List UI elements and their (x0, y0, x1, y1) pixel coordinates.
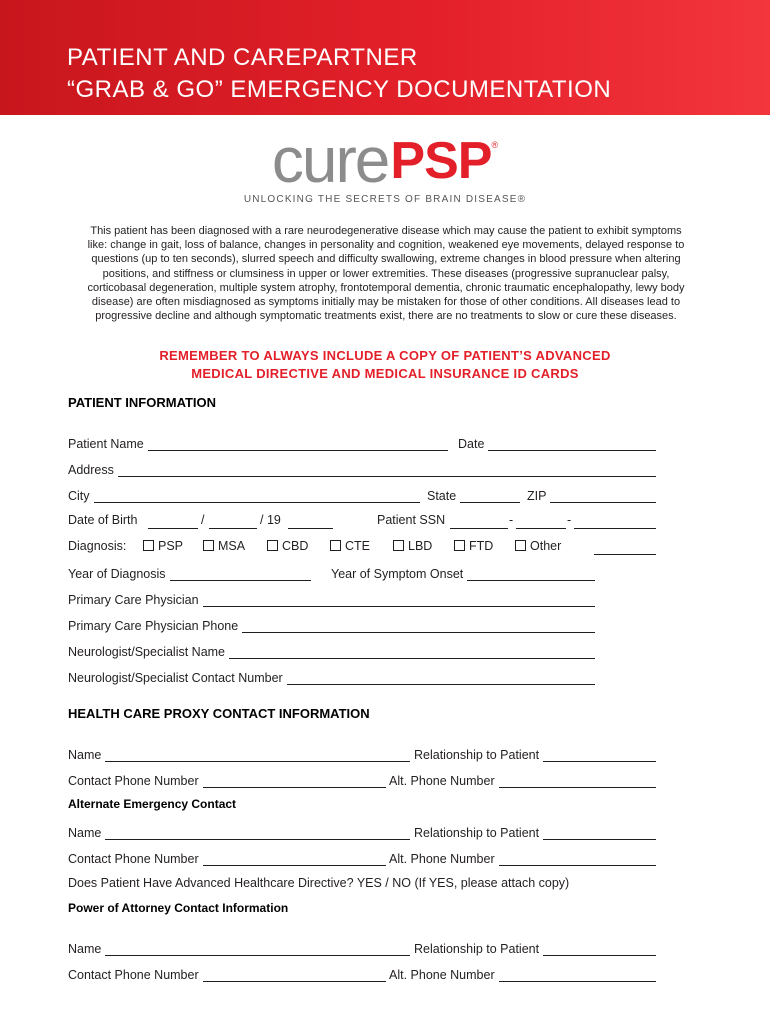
directive-row (68, 876, 656, 894)
alt-alt-phone-field[interactable] (389, 850, 656, 866)
dob-day-field[interactable] (209, 516, 257, 529)
intro-paragraph: This patient has been diagnosed with a rare neurodegenerative disease which may cause the patient to exhibit symptoms like: change in gait, loss of balance, changes in personality and cognition, weakened eye movements, delayed response to questions (up to ten seconds), slurred speech and difficulty swallowing, extreme changes in blood pressure when altering positions, and stiffness or clumsiness in upper or lower extremities. These diseases (progressive supranuclear palsy, corticobasal degeneration, multiple system atrophy, frontotemporal dementia, chronic traumatic encephalopathy, lewy body disease) are often misdiagnosed as symptoms initially may be mistaken for those of other conditions. All diseases lead to progressive decline and although symptomatic treatments exist, there are no treatments to slow or cure these diseases. (87, 225, 685, 323)
diagnosis-years-row (68, 565, 656, 583)
poa-alt-phone-field[interactable] (389, 966, 656, 982)
proxy-phone-field[interactable] (68, 772, 386, 788)
checkbox-icon (203, 540, 214, 551)
state-field[interactable] (427, 487, 520, 503)
directive-question[interactable]: Does Patient Have Advanced Healthcare Directive? YES / NO (If YES, please attach copy) (68, 876, 570, 890)
logo-tagline: UNLOCKING THE SECRETS OF BRAIN DISEASE® (243, 194, 527, 205)
dob-label: Date of Birth (68, 513, 138, 527)
proxy-phone-row (68, 772, 656, 790)
neurologist-row (68, 643, 656, 661)
proxy-name-row (68, 746, 656, 764)
pcp-row (68, 591, 656, 609)
reminder-line2: MEDICAL DIRECTIVE AND MEDICAL INSURANCE ID CARDS (191, 366, 579, 381)
pcp-phone-row (68, 617, 656, 635)
neurologist-name-label: Neurologist/Specialist Name (68, 645, 226, 659)
dob-separator-2: / 19 (260, 513, 281, 527)
ssn-dash-1: - (509, 513, 514, 527)
dob-ssn-row (68, 513, 656, 531)
pcp-label: Primary Care Physician (68, 593, 199, 607)
date-label: Date (458, 437, 485, 451)
patient-info-heading: PATIENT INFORMATION (68, 395, 217, 410)
proxy-relationship-label: Relationship to Patient (414, 748, 540, 762)
poa-name-label: Name (68, 942, 102, 956)
diagnosis-option-cbd[interactable]: CBD (267, 539, 308, 553)
state-label: State (427, 489, 457, 503)
poa-phone-field[interactable] (68, 966, 386, 982)
checkbox-icon (454, 540, 465, 551)
ssn-part1-field[interactable] (450, 516, 508, 529)
checkbox-icon (515, 540, 526, 551)
proxy-phone-label: Contact Phone Number (68, 774, 199, 788)
checkbox-icon (267, 540, 278, 551)
diagnosis-option-lbd[interactable]: LBD (393, 539, 432, 553)
diagnosis-option-msa[interactable]: MSA (203, 539, 245, 553)
pcp-phone-field[interactable] (68, 617, 595, 633)
year-of-onset-label: Year of Symptom Onset (331, 567, 464, 581)
checkbox-icon (393, 540, 404, 551)
diagnosis-row (68, 539, 656, 557)
poa-relationship-field[interactable] (414, 940, 656, 956)
ssn-dash-2: - (567, 513, 572, 527)
diagnosis-option-cte[interactable]: CTE (330, 539, 370, 553)
patient-name-field[interactable] (68, 435, 448, 451)
poa-phone-label: Contact Phone Number (68, 968, 199, 982)
patient-name-row (68, 435, 656, 453)
diagnosis-option-ftd[interactable]: FTD (454, 539, 493, 553)
pcp-field[interactable] (68, 591, 595, 607)
reminder-line1: REMEMBER TO ALWAYS INCLUDE A COPY OF PATIENT’S ADVANCED (159, 348, 611, 363)
patient-name-label: Patient Name (68, 437, 144, 451)
proxy-name-field[interactable] (68, 746, 410, 762)
proxy-alt-phone-label: Alt. Phone Number (389, 774, 495, 788)
neurologist-phone-field[interactable] (68, 669, 595, 685)
pcp-phone-label: Primary Care Physician Phone (68, 619, 239, 633)
zip-label: ZIP (527, 489, 547, 503)
alt-name-field[interactable] (68, 824, 410, 840)
diagnosis-option-psp[interactable]: PSP (143, 539, 183, 553)
dob-month-field[interactable] (148, 516, 198, 529)
dob-year-field[interactable] (288, 516, 333, 529)
alt-relationship-field[interactable] (414, 824, 656, 840)
alt-name-row (68, 824, 656, 842)
ssn-part3-field[interactable] (574, 516, 656, 529)
checkbox-icon (330, 540, 341, 551)
diagnosis-option-other[interactable]: Other (515, 539, 561, 553)
proxy-alt-phone-field[interactable] (389, 772, 656, 788)
date-field[interactable] (458, 435, 656, 451)
ssn-label: Patient SSN (377, 513, 446, 527)
logo-psp-text: PSP (390, 132, 492, 190)
year-of-onset-field[interactable] (331, 565, 595, 581)
address-field[interactable] (68, 461, 656, 477)
year-of-diagnosis-label: Year of Diagnosis (68, 567, 166, 581)
poa-phone-row (68, 966, 656, 984)
neurologist-phone-row (68, 669, 656, 687)
diagnosis-label: Diagnosis: (68, 539, 127, 553)
alt-phone-field[interactable] (68, 850, 386, 866)
city-row (68, 487, 656, 505)
proxy-heading: HEALTH CARE PROXY CONTACT INFORMATION (68, 706, 370, 721)
alt-phone-label: Contact Phone Number (68, 852, 199, 866)
neurologist-name-field[interactable] (68, 643, 595, 659)
poa-name-field[interactable] (68, 940, 410, 956)
poa-relationship-label: Relationship to Patient (414, 942, 540, 956)
alt-name-label: Name (68, 826, 102, 840)
dob-separator-1: / (201, 513, 205, 527)
diagnosis-other-field[interactable] (594, 542, 656, 555)
header-banner (0, 0, 770, 115)
reminder-notice (0, 347, 770, 383)
year-of-diagnosis-field[interactable] (68, 565, 311, 581)
proxy-name-label: Name (68, 748, 102, 762)
header-title-line1: PATIENT AND CAREPARTNER (67, 44, 418, 71)
address-label: Address (68, 463, 114, 477)
zip-field[interactable] (527, 487, 656, 503)
city-label: City (68, 489, 90, 503)
city-field[interactable] (68, 487, 420, 503)
alt-alt-phone-label: Alt. Phone Number (389, 852, 495, 866)
logo-cure-text: cure (271, 124, 389, 196)
ssn-part2-field[interactable] (516, 516, 566, 529)
alt-phone-row (68, 850, 656, 868)
logo-registered-mark: ® (491, 140, 499, 150)
checkbox-icon (143, 540, 154, 551)
address-row (68, 461, 656, 479)
proxy-relationship-field[interactable] (414, 746, 656, 762)
poa-alt-phone-label: Alt. Phone Number (389, 968, 495, 982)
neurologist-phone-label: Neurologist/Specialist Contact Number (68, 671, 283, 685)
alt-relationship-label: Relationship to Patient (414, 826, 540, 840)
poa-name-row (68, 940, 656, 958)
poa-heading: Power of Attorney Contact Information (68, 901, 289, 915)
alternate-contact-heading: Alternate Emergency Contact (68, 797, 237, 811)
header-title-line2: “GRAB & GO” EMERGENCY DOCUMENTATION (67, 76, 612, 103)
